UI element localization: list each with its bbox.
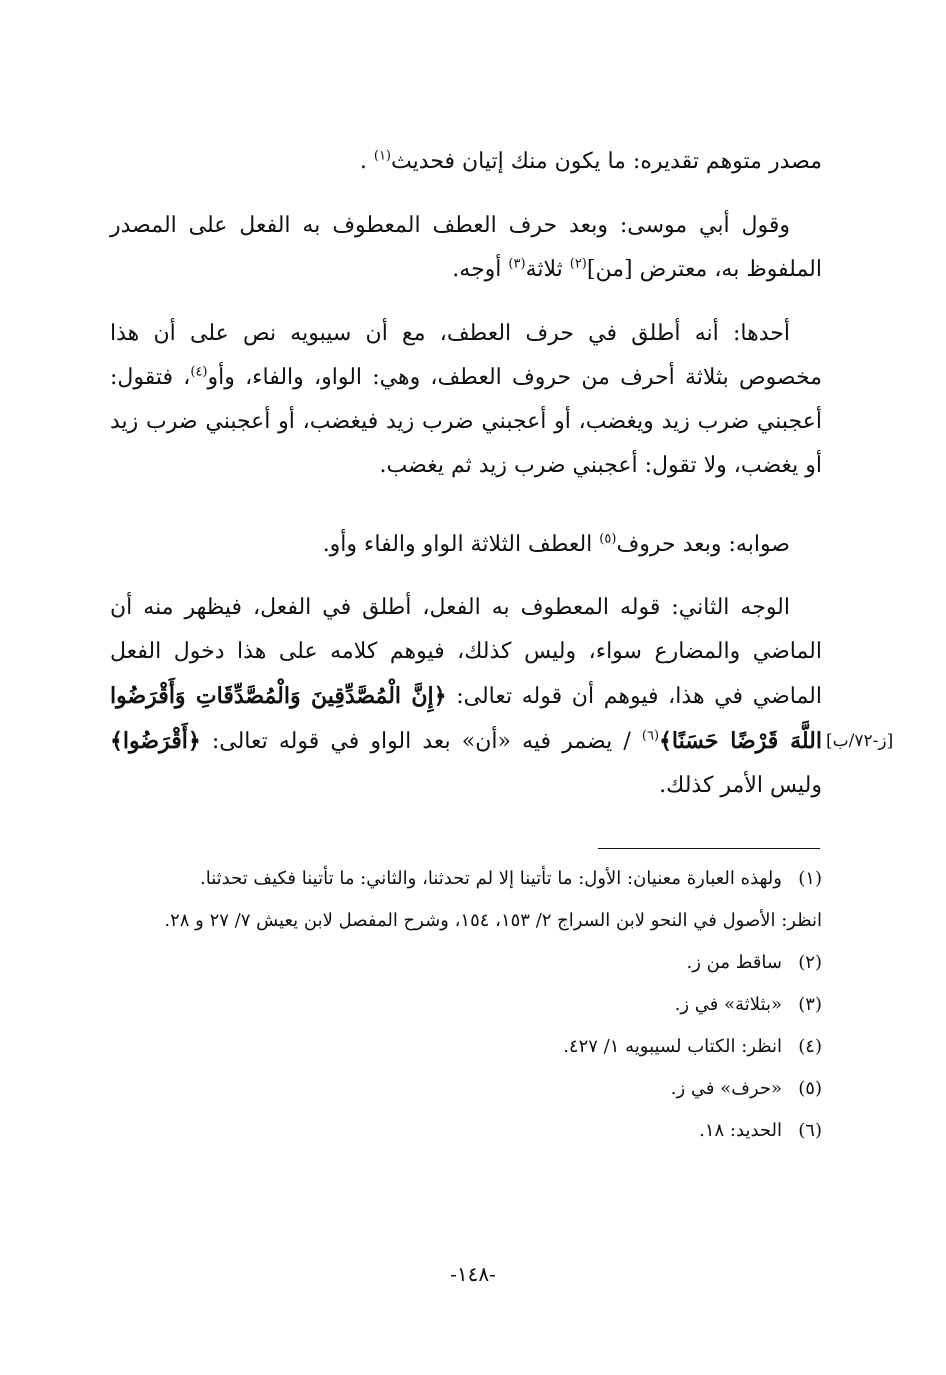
- footnote-number: (١): [798, 868, 822, 889]
- footnote-ref-5: (٥): [599, 531, 617, 547]
- footnotes: [110, 860, 822, 1154]
- page-number: -١٤٨-: [450, 1262, 496, 1286]
- paragraph-2-text-b: ثلاثة: [525, 257, 570, 282]
- paragraph-3-text-a: أحدها: أنه أطلق في حرف العطف، مع أن سيبويه نص على أن هذا مخصوص بثلاثة أحرف من حروف العطف، وهي: الواو، والفاء، وأو: [110, 321, 823, 390]
- paragraph-3: [110, 312, 822, 488]
- quran-verse-1: ﴿إِنَّ الْمُصَّدِّقِينَ وَالْمُصَّدِّقَاتِ وَأَقْرَضُوا اللَّهَ قَرْضًا حَسَنًا﴾: [110, 683, 822, 754]
- paragraph-1-text: مصدر متوهم تقديره: ما يكون منك إتيان فحديث: [391, 149, 822, 174]
- paragraph-1-end: .: [359, 149, 374, 174]
- footnote-number: (٤): [798, 1036, 822, 1057]
- footnote-text: الحديد: ١٨.: [699, 1120, 782, 1141]
- footnote-ref-3: (٣): [508, 256, 526, 272]
- footnote-number: (٦): [798, 1120, 822, 1141]
- paragraph-4: [110, 523, 822, 567]
- manuscript-margin-reference: [ز-٧٢/ب]: [826, 731, 894, 751]
- footnote-1: [110, 860, 822, 898]
- footnote-text: «بثلاثة» في ز.: [674, 994, 782, 1015]
- footnote-ref-6: (٦): [641, 728, 660, 744]
- paragraph-5-text-c: وليس الأمر كذلك.: [659, 773, 822, 798]
- paragraph-2-text-a: وقول أبي موسى: وبعد حرف العطف المعطوف به الفعل على المصدر الملفوظ به، معترض [من]: [110, 213, 822, 282]
- paragraph-4-text-a: صوابه: وبعد حروف: [616, 532, 790, 557]
- footnote-number: (٣): [798, 994, 822, 1015]
- footnote-5: [110, 1070, 822, 1108]
- footnote-1-continuation: [110, 902, 822, 940]
- footnote-text: انظر: الكتاب لسيبويه ١/ ٤٢٧.: [563, 1036, 782, 1057]
- paragraph-2: [110, 204, 822, 292]
- footnote-text: ساقط من ز.: [686, 952, 782, 973]
- footnote-number: (٢): [798, 952, 822, 973]
- paragraph-4-text-b: العطف الثلاثة الواو والفاء وأو.: [322, 532, 600, 557]
- footnote-text: «حرف» في ز.: [670, 1078, 782, 1099]
- paragraph-3-text-b: ، فتقول: أعجبني ضرب زيد ويغضب، أو أعجبني ضرب زيد فيغضب، أو أعجبني ضرب زيد أو يغضب، ولا تقول: أعجبني ضرب زيد ثم يغضب.: [110, 365, 822, 478]
- footnote-text: ولهذه العبارة معنيان: الأول: ما تأتينا إلا لم تحدثنا، والثاني: ما تأتينا فكيف تحدثنا.: [199, 868, 782, 889]
- footnote-ref-2: (٢): [569, 256, 587, 272]
- paragraph-5-text-a: الوجه الثاني: قوله المعطوف به الفعل، أطلق في الفعل، فيظهر منه أن الماضي والمضارع سواء، وليس كذلك، فيوهم كلامه على هذا دخول الفعل الماضي في هذا، فيوهم أن قوله تعالى:: [110, 595, 822, 709]
- footnote-ref-4: (٤): [190, 364, 208, 380]
- footnote-2: [110, 944, 822, 982]
- footnote-text: انظر: الأصول في النحو لابن السراج ٢/ ١٥٣، ١٥٤، وشرح المفصل لابن يعيش ٧/ ٢٧ و ٢٨.: [164, 910, 822, 931]
- footnote-number: (٥): [798, 1078, 822, 1099]
- paragraph-5-text-b: / يضمر فيه «أن» بعد الواو في قوله تعالى:: [200, 729, 642, 754]
- footnote-6: [110, 1112, 822, 1150]
- paragraph-5: [110, 586, 822, 808]
- paragraph-1: [110, 140, 822, 184]
- footnote-4: [110, 1028, 822, 1066]
- footnote-3: [110, 986, 822, 1024]
- footnote-ref-1: (١): [373, 148, 391, 164]
- quran-verse-2: ﴿أَقْرَضُوا﴾: [110, 728, 201, 754]
- footnote-separator: [598, 848, 820, 849]
- paragraph-2-text-c: أوجه.: [452, 257, 509, 282]
